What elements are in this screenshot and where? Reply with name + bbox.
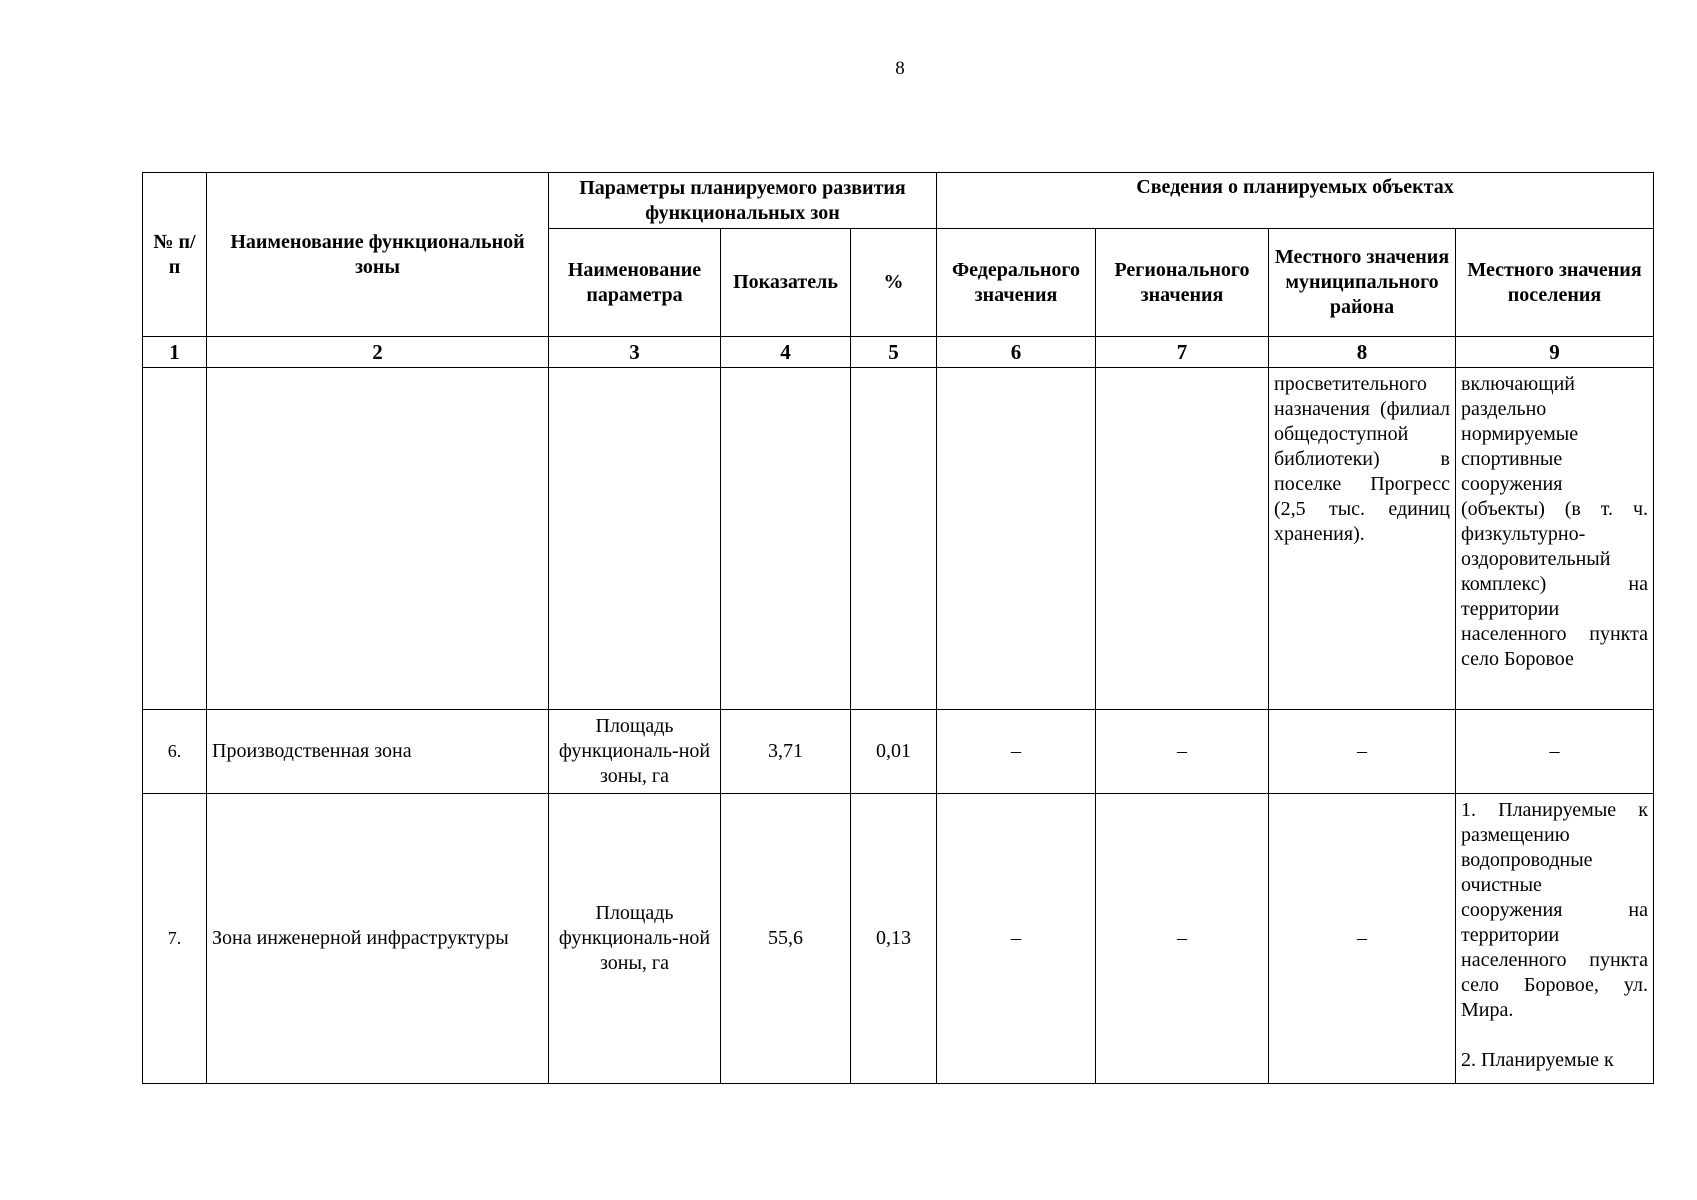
column-number: 7 <box>1096 337 1269 368</box>
column-number: 5 <box>851 337 937 368</box>
table-row <box>143 710 1654 794</box>
row-regional: – <box>1096 710 1269 794</box>
row-param <box>549 368 721 710</box>
row-num: 7. <box>143 794 207 1084</box>
row-percent <box>851 368 937 710</box>
column-number: 6 <box>937 337 1096 368</box>
header-params-group: Параметры планируемого развития функциональных зон <box>549 173 937 229</box>
row-local-settlement: – <box>1456 710 1654 794</box>
row-federal: – <box>937 794 1096 1084</box>
column-number: 2 <box>207 337 549 368</box>
column-numbers-row <box>143 337 1654 368</box>
header-percent: % <box>851 229 937 337</box>
column-number: 1 <box>143 337 207 368</box>
header-num: № п/п <box>143 173 207 337</box>
table-row <box>143 368 1654 710</box>
row-indicator: 3,71 <box>721 710 851 794</box>
row-local-district: – <box>1269 794 1456 1084</box>
header-regional: Регионального значения <box>1096 229 1269 337</box>
column-number: 3 <box>549 337 721 368</box>
row-num <box>143 368 207 710</box>
header-local-settlement: Местного значения поселения <box>1456 229 1654 337</box>
row-zone-name: Производственная зона <box>207 710 549 794</box>
page-number: 8 <box>895 58 905 79</box>
table-row <box>143 794 1654 1084</box>
row-param: Площадь функциональ-ной зоны, га <box>549 794 721 1084</box>
header-zone-name: Наименование функциональной зоны <box>207 173 549 337</box>
row-local-district: просветительного назначения (филиал общедоступной библиотеки) в поселке Прогресс (2,5 тыс. единиц хранения). <box>1269 368 1456 710</box>
row-zone-name: Зона инженерной инфраструктуры <box>207 794 549 1084</box>
row-indicator: 55,6 <box>721 794 851 1084</box>
row-zone-name <box>207 368 549 710</box>
row-indicator <box>721 368 851 710</box>
row-regional <box>1096 368 1269 710</box>
header-local-district: Местного значения муниципального района <box>1269 229 1456 337</box>
row-local-district: – <box>1269 710 1456 794</box>
functional-zones-table <box>142 172 1654 1084</box>
row-regional: – <box>1096 794 1269 1084</box>
header-param-name: Наименование параметра <box>549 229 721 337</box>
row-num: 6. <box>143 710 207 794</box>
header-indicator: Показатель <box>721 229 851 337</box>
header-federal: Федерального значения <box>937 229 1096 337</box>
row-federal: – <box>937 710 1096 794</box>
row-percent: 0,01 <box>851 710 937 794</box>
row-param: Площадь функциональ-ной зоны, га <box>549 710 721 794</box>
row-local-settlement: включающий раздельно нормируемые спортивные сооружения (объекты) (в т. ч. физкультурно-оздоровительный комплекс) на территории населенного пункта село Боровое <box>1456 368 1654 710</box>
column-number: 9 <box>1456 337 1654 368</box>
column-number: 8 <box>1269 337 1456 368</box>
row-federal <box>937 368 1096 710</box>
row-local-settlement: 1. Планируемые к размещению водопроводные очистные сооружения на территории населенного пункта село Боровое, ул. Мира. 2. Планируемые к <box>1456 794 1654 1084</box>
header-row-1 <box>143 173 1654 229</box>
row-percent: 0,13 <box>851 794 937 1084</box>
column-number: 4 <box>721 337 851 368</box>
header-objects-group: Сведения о планируемых объектах <box>937 173 1654 229</box>
